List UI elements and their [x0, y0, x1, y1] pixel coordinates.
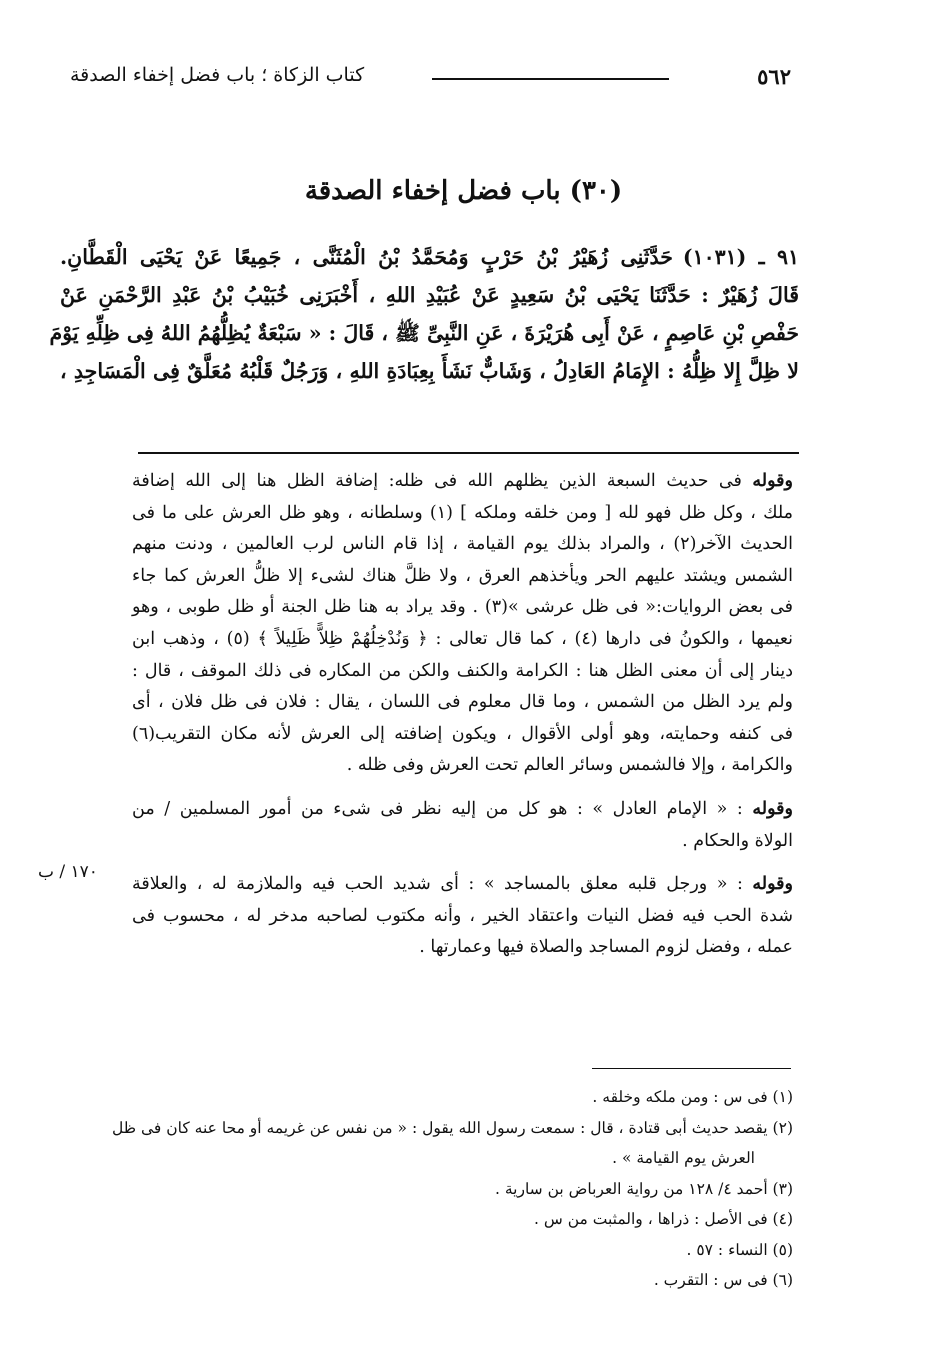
running-title: كتاب الزكاة ؛ باب فضل إخفاء الصدقة — [70, 64, 365, 86]
footnote-divider — [592, 1068, 791, 1069]
header-rule — [432, 78, 669, 80]
section-divider — [138, 452, 799, 454]
hadith-text — [49, 238, 799, 390]
commentary-line: الشمس ويشتد عليهم الحر ويأخذهم العرق ، ولا ظلَّ هناك لشىء إلا ظلُّ العرش كما جاء — [132, 565, 793, 586]
commentary-line: ولم يرد الظل من الشمس ، وما قال معلوم فى اللسان ، يقال : فلان فى ظل فلان ، أى — [132, 692, 793, 713]
hadith-line: ٩١ ـ (١٠٣١)حَدَّثَنِى زُهَيْرُ بْنُ حَرْبٍ وَمُحَمَّدُ بْنُ الْمُثَنَّى ، جَمِيعًا عَنْ يَحْيَى الْقَطَّانِ. — [60, 245, 799, 269]
commentary-line: نعيمها ، والكونُ فى دارها (٤) ، كما قال تعالى : ﴿ وَنُدْخِلُهُمْ ظِلاًّ ظَلِيلاً ﴾ (٥) ، وذهب ابن — [132, 628, 794, 649]
commentary-line: ملك ، وكل ظل فهو لله [ ومن خلقه وملكه ] (١) وسلطانه ، وهو ظل العرش على ما فى — [132, 502, 793, 523]
commentary-label: وقوله — [752, 874, 793, 895]
commentary-line: والكرامة ، وإلا فالشمس وسائر العالم تحت العرش وفى ظله . — [346, 755, 793, 776]
commentary-line: الحديث الآخر(٢) ، والمراد بذلك يوم القيامة ، إذا قام الناس لرب العالمين ، ودنت منهم — [132, 534, 793, 555]
footnote: (٣) أحمد ٤/ ١٢٨ من رواية العرباض بن سارية . — [494, 1179, 793, 1198]
commentary-line: الولاة والحكام . — [682, 830, 793, 851]
running-header — [60, 56, 867, 100]
footnote-continuation: العرش يوم القيامة » . — [612, 1149, 755, 1167]
footnotes — [60, 1082, 793, 1296]
commentary-label: وقوله — [752, 798, 793, 819]
footnote: (٢) يقصد حديث أبى قتادة ، قال : سمعت رسول الله يقول : « من نفس عن غريمه أو محا عنه كان فى ظل — [112, 1118, 793, 1137]
footnote: (١) فى س : ومن ملكه وخلقه . — [592, 1088, 793, 1106]
chapter-title: (٣٠) باب فضل إخفاء الصدقة — [304, 176, 623, 206]
commentary-line: وقوله : « ورجل قلبه معلق بالمساجد » : أى شديد الحب فيه والملازمة له ، والعلاقة — [132, 874, 793, 895]
commentary — [132, 466, 793, 964]
commentary-label: وقوله — [752, 471, 793, 491]
page-number: ٥٦٢ — [757, 64, 791, 89]
hadith-line: قَالَ زُهَيْرٌ : حَدَّثَنَا يَحْيَى بْنُ سَعِيدٍ عَنْ عُبَيْدِ اللهِ ، أَخْبَرَنِى خُبَيْبُ بْنُ عَبْدِ الرَّحْمَنِ عَنْ — [60, 283, 799, 307]
footnote: (٤) فى الأصل : ذراها ، والمثبت من س . — [534, 1210, 793, 1228]
footnote: (٥) النساء : ٥٧ . — [686, 1240, 793, 1259]
commentary-line: وقوله : « الإمام العادل » : هو كل من إليه نظر فى شىء من أمور المسلمين / من — [132, 798, 793, 819]
manuscript-folio-note: ١٧٠ / ب — [38, 862, 98, 882]
hadith-number: ٩١ ـ (١٠٣١) — [682, 245, 799, 269]
commentary-line: شدة الحب فيه فضل النيات واعتقاد الخير ، وأنه مكتوب لصاحبه مدخر له ، محسوب فى — [132, 905, 793, 926]
commentary-line: عمله ، وفضل لزوم المساجد والصلاة فيها وعمارتها . — [419, 937, 793, 958]
commentary-line: وقوله فى حديث السبعة الذين يظلهم الله فى ظله: إضافة الظل هنا إلى الله إضافة — [132, 471, 793, 491]
commentary-line: فى بعض الروايات:« فى ظل عرشى »(٣) . وقد يراد به هنا ظل الجنة أو ظل طوبى ، وهو — [132, 597, 793, 618]
hadith-line: لا ظِلَّ إِلا ظِلُّهُ : الإِمَامُ العَادِلُ ، وَشَابٌّ نَشَأَ بِعِبَادَةِ اللهِ ، وَرَجُلٌ قَلْبُهُ مُعَلَّقٌ فِى الْمَسَاجِدِ ، — [60, 359, 799, 383]
commentary-line: فى كنفه وحمايته، وهو أولى الأقوال ، ويكون إضافته إلى العرش لأنه مكان التقريب(٦) — [132, 723, 793, 744]
hadith-line: حَفْصِ بْنِ عَاصِمٍ ، عَنْ أَبِى هُرَيْرَةَ ، عَنِ النَّبِىِّ ﷺ ، قَالَ : « سَبْعَةٌ يُظِلُّهُمُ اللهُ فِى ظِلِّهِ يَوْمَ — [49, 321, 799, 345]
footnote: (٦) فى س : التقرب . — [653, 1271, 793, 1289]
commentary-line: دينار إلى أن معنى الظل هنا : الكرامة والكنف والكن من المكاره فى ذلك الموقف ، قال : — [132, 660, 793, 681]
